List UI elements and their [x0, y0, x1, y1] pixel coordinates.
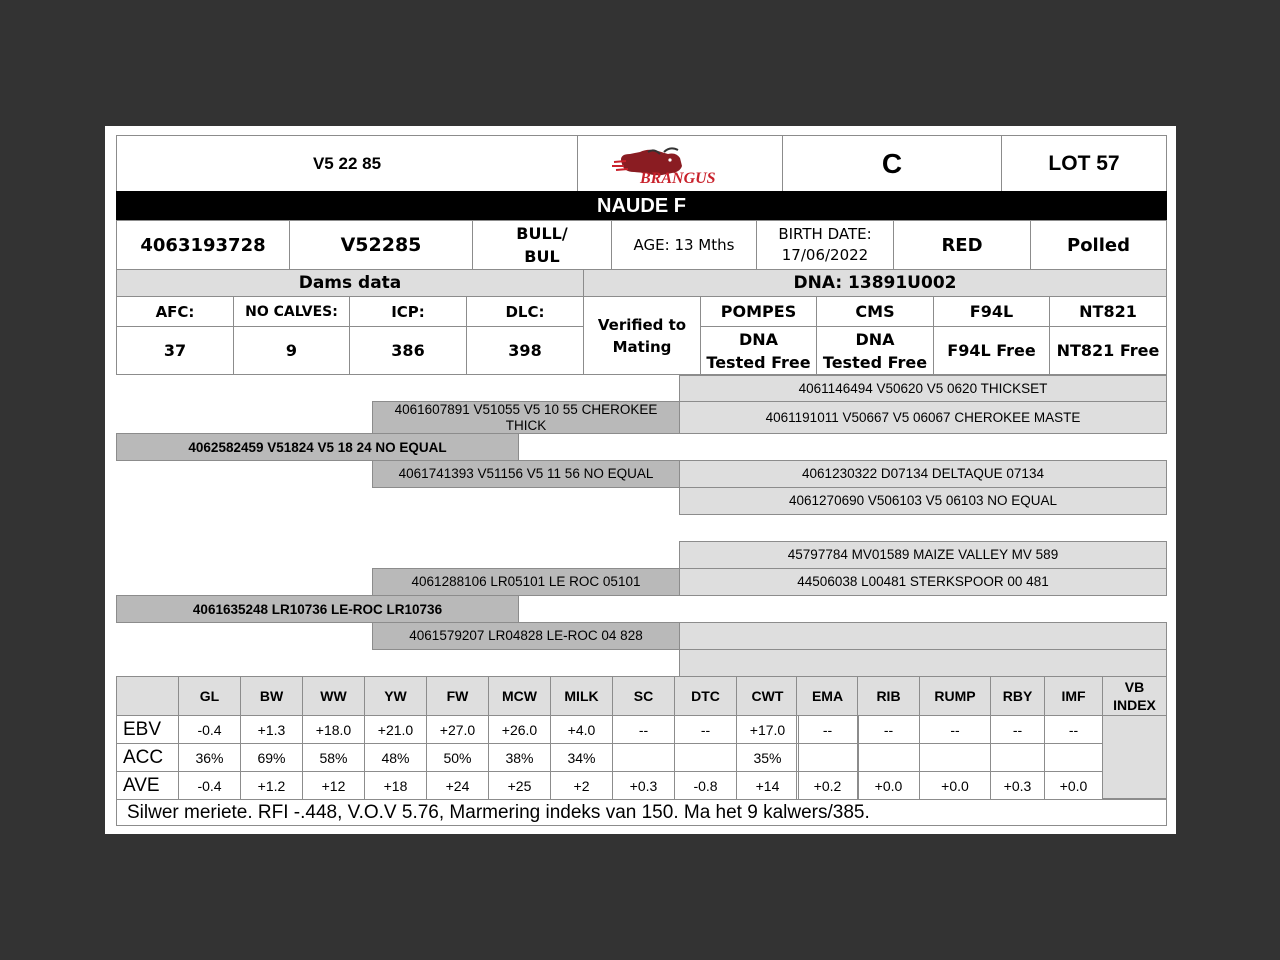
pedigree-dam-sire-dam: 44506038 L00481 STERKSPOOR 00 481 [679, 568, 1167, 596]
ebv-gl: -0.4 [178, 715, 241, 744]
icp-label: ICP: [349, 296, 467, 327]
cms-result [816, 326, 934, 375]
col-header-imf: IMF [1044, 676, 1103, 716]
acc-ema [796, 743, 859, 772]
ave-sc: +0.3 [612, 771, 675, 800]
animal-name: NAUDE F [116, 191, 1167, 221]
ave-rby: +0.3 [990, 771, 1045, 800]
ave-dtc: -0.8 [674, 771, 737, 800]
ave-ww: +12 [302, 771, 365, 800]
afc-label: AFC: [116, 296, 234, 327]
pompes-result-line-1: DNA [738, 329, 779, 349]
sex-line-1: BULL/ [516, 224, 568, 243]
pompes-result [700, 326, 817, 375]
sex [472, 220, 612, 270]
col-header-gl: GL [178, 676, 241, 716]
age: AGE: 13 Mths [611, 220, 757, 270]
bull-logo-icon [610, 142, 750, 186]
col-header-rby: RBY [990, 676, 1045, 716]
ebv-sc: -- [612, 715, 675, 744]
ave-rump: +0.0 [919, 771, 991, 800]
lot-number: LOT 57 [1001, 135, 1167, 192]
ebv-rby: -- [990, 715, 1045, 744]
col-header-sc: SC [612, 676, 675, 716]
ave-fw: +24 [426, 771, 489, 800]
afc-value: 37 [116, 326, 234, 375]
no-calves-value: 9 [233, 326, 350, 375]
f94l-result: F94L Free [933, 326, 1050, 375]
acc-ww: 58% [302, 743, 365, 772]
ave-milk: +2 [550, 771, 613, 800]
pedigree-sire-sire-dam: 4061191011 V50667 V5 06067 CHEROKEE MASTE [679, 401, 1167, 434]
col-header-milk: MILK [550, 676, 613, 716]
acc-dtc [674, 743, 737, 772]
cms-result-line-2: Tested Free [822, 352, 928, 372]
acc-milk: 34% [550, 743, 613, 772]
acc-imf [1044, 743, 1103, 772]
ebv-corner [116, 676, 179, 716]
svg-text:BRANGUS: BRANGUS [640, 169, 716, 186]
col-header-bw: BW [240, 676, 303, 716]
pedigree-dam-dam-dam [679, 649, 1167, 677]
ave-rib: +0.0 [857, 771, 920, 800]
col-header-ww: WW [302, 676, 365, 716]
sex-line-2: BUL [524, 247, 560, 266]
acc-bw: 69% [240, 743, 303, 772]
row-label-ebv: EBV [116, 715, 179, 744]
pedigree-dam-dam-sire [679, 622, 1167, 650]
col-header-yw: YW [364, 676, 427, 716]
pedigree-sire-dam-sire: 4061230322 D07134 DELTAQUE 07134 [679, 460, 1167, 488]
ebv-imf: -- [1044, 715, 1103, 744]
nt821-result: NT821 Free [1049, 326, 1167, 375]
vb-index-line-2: INDEX [1113, 697, 1156, 713]
acc-sc [612, 743, 675, 772]
pedigree-dam: 4061635248 LR10736 LE-ROC LR10736 [116, 595, 519, 623]
f94l-label: F94L [933, 296, 1050, 327]
cms-label: CMS [816, 296, 934, 327]
pedigree-sire-sire-sire: 4061146494 V50620 V5 0620 THICKSET [679, 375, 1167, 402]
ebv-yw: +21.0 [364, 715, 427, 744]
tattoo: V52285 [289, 220, 473, 270]
pompes-result-line-2: Tested Free [706, 352, 811, 372]
ave-mcw: +25 [488, 771, 551, 800]
col-header-ema: EMA [796, 676, 859, 716]
ebv-ww: +18.0 [302, 715, 365, 744]
row-label-ave: AVE [116, 771, 179, 800]
ebv-rib: -- [857, 715, 920, 744]
acc-yw: 48% [364, 743, 427, 772]
horn-status: Polled [1030, 220, 1167, 270]
ave-yw: +18 [364, 771, 427, 800]
birth-date-label: BIRTH DATE: [778, 225, 872, 243]
pedigree-dam-sire-sire: 45797784 MV01589 MAIZE VALLEY MV 589 [679, 541, 1167, 569]
acc-mcw: 38% [488, 743, 551, 772]
pedigree-sire: 4062582459 V51824 V5 18 24 NO EQUAL [116, 433, 519, 461]
acc-fw: 50% [426, 743, 489, 772]
ave-cwt: +14 [736, 771, 799, 800]
pedigree-sire-sire: 4061607891 V51055 V5 10 55 CHEROKEE THICK [372, 401, 680, 434]
verified-line-1: Verified to [597, 315, 687, 334]
ebv-fw: +27.0 [426, 715, 489, 744]
col-header-rib: RIB [857, 676, 920, 716]
ave-bw: +1.2 [240, 771, 303, 800]
pedigree-dam-dam: 4061579207 LR04828 LE-ROC 04 828 [372, 622, 680, 650]
col-header-rump: RUMP [919, 676, 991, 716]
verified-line-2: Mating [612, 337, 672, 356]
ebv-mcw: +26.0 [488, 715, 551, 744]
col-header-mcw: MCW [488, 676, 551, 716]
dams-data-title: Dams data [116, 269, 584, 297]
dna-title: DNA: 13891U002 [583, 269, 1167, 297]
ebv-milk: +4.0 [550, 715, 613, 744]
ave-imf: +0.0 [1044, 771, 1103, 800]
ave-gl: -0.4 [178, 771, 241, 800]
acc-rib [857, 743, 920, 772]
cms-result-line-1: DNA [855, 329, 895, 349]
acc-rby [990, 743, 1045, 772]
icp-value: 386 [349, 326, 467, 375]
pedigree-sire-dam: 4061741393 V51156 V5 11 56 NO EQUAL [372, 460, 680, 488]
ebv-dtc: -- [674, 715, 737, 744]
pedigree-dam-sire: 4061288106 LR05101 LE ROC 05101 [372, 568, 680, 596]
verified-to-mating [583, 296, 701, 375]
dlc-value: 398 [466, 326, 584, 375]
acc-rump [919, 743, 991, 772]
vb-index-line-1: VB [1124, 679, 1145, 695]
col-header-dtc: DTC [674, 676, 737, 716]
pompes-label: POMPES [700, 296, 817, 327]
birth-date-value: 17/06/2022 [781, 246, 869, 264]
acc-cwt: 35% [736, 743, 799, 772]
vb-index-value [1102, 715, 1167, 799]
pedigree-sire-dam-dam: 4061270690 V506103 V5 06103 NO EQUAL [679, 487, 1167, 515]
no-calves-label: NO CALVES: [233, 296, 350, 327]
row-label-acc: ACC [116, 743, 179, 772]
acc-gl: 36% [178, 743, 241, 772]
birth-date [756, 220, 894, 270]
brangus-logo [577, 135, 783, 192]
col-header-vb-index [1102, 676, 1167, 716]
animal-code: V5 22 85 [116, 135, 578, 192]
ebv-ema: -- [796, 715, 859, 744]
col-header-cwt: CWT [736, 676, 799, 716]
ebv-cwt: +17.0 [736, 715, 799, 744]
registration-number: 4063193728 [116, 220, 290, 270]
dlc-label: DLC: [466, 296, 584, 327]
nt821-label: NT821 [1049, 296, 1167, 327]
ebv-bw: +1.3 [240, 715, 303, 744]
sale-card [105, 126, 1176, 834]
comment: Silwer meriete. RFI -.448, V.O.V 5.76, Marmering indeks van 150. Ma het 9 kalwers/385. [116, 799, 1167, 826]
ebv-rump: -- [919, 715, 991, 744]
col-header-fw: FW [426, 676, 489, 716]
colour: RED [893, 220, 1031, 270]
ave-ema: +0.2 [796, 771, 859, 800]
grade: C [782, 135, 1002, 192]
